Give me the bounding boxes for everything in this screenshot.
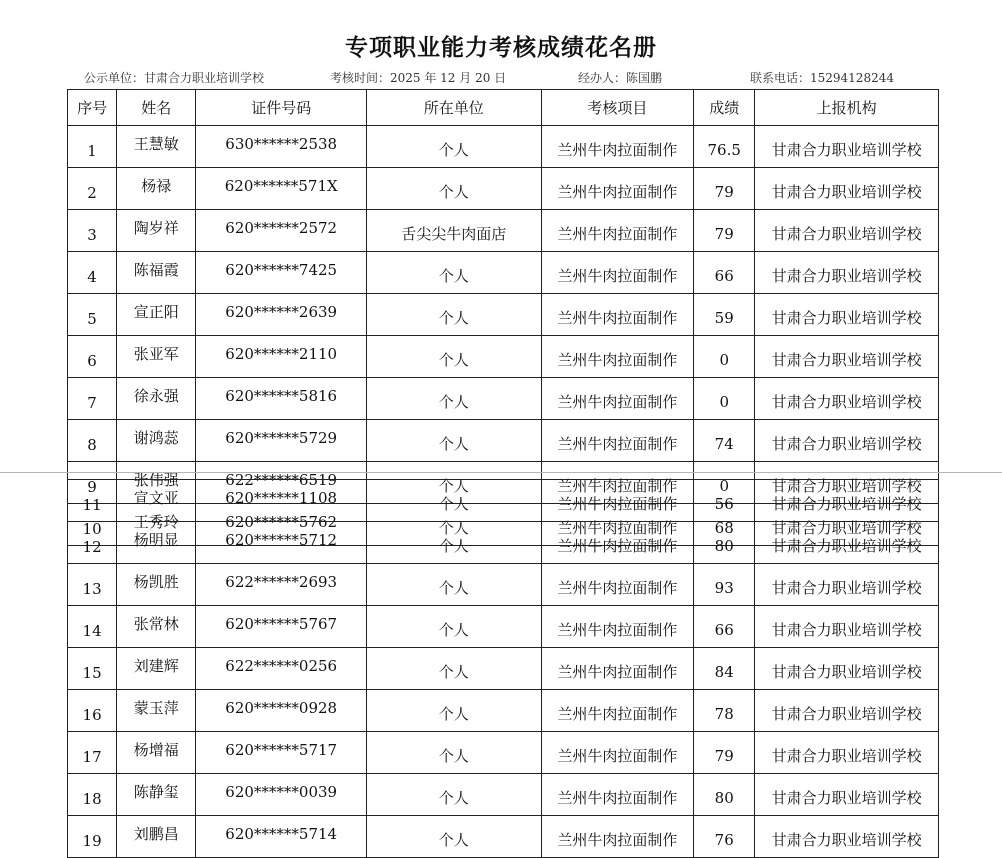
cell-score: 74 — [694, 420, 755, 462]
cell-reporting-org: 甘肃合力职业培训学校 — [755, 168, 939, 210]
cell-name: 陈福霞 — [117, 252, 196, 294]
cell-id-number: 620******5712 — [196, 522, 367, 564]
cell-score: 0 — [694, 462, 755, 504]
cell-workplace: 舌尖尖牛肉面店 — [367, 210, 542, 252]
cell-reporting-org: 甘肃合力职业培训学校 — [755, 294, 939, 336]
cell-score: 93 — [694, 564, 755, 606]
cell-id-number: 620******0928 — [196, 690, 367, 732]
cell-exam-item: 兰州牛肉拉面制作 — [541, 690, 694, 732]
cell-reporting-org: 甘肃合力职业培训学校 — [755, 816, 939, 858]
cell-exam-item: 兰州牛肉拉面制作 — [541, 504, 694, 546]
cell-name: 谢鸿蕊 — [117, 420, 196, 462]
cell-index: 13 — [68, 564, 117, 606]
cell-id-number: 620******5717 — [196, 732, 367, 774]
cell-reporting-org: 甘肃合力职业培训学校 — [755, 504, 939, 546]
cell-score: 79 — [694, 168, 755, 210]
cell-score: 0 — [694, 378, 755, 420]
cell-id-number: 622******6519 — [196, 462, 367, 504]
cell-workplace: 个人 — [367, 378, 542, 420]
cell-index: 1 — [68, 126, 117, 168]
table-row — [68, 420, 939, 462]
cell-reporting-org: 甘肃合力职业培训学校 — [755, 336, 939, 378]
header-index: 序号 — [68, 90, 117, 126]
cell-reporting-org: 甘肃合力职业培训学校 — [755, 420, 939, 462]
cell-id-number: 620******2110 — [196, 336, 367, 378]
cell-exam-item: 兰州牛肉拉面制作 — [541, 294, 694, 336]
header-id-number: 证件号码 — [196, 90, 367, 126]
cell-score: 68 — [694, 504, 755, 546]
cell-exam-item: 兰州牛肉拉面制作 — [541, 252, 694, 294]
cell-id-number: 620******5762 — [196, 504, 367, 546]
cell-name: 王秀玲 — [117, 504, 196, 546]
cell-name: 陶岁祥 — [117, 210, 196, 252]
cell-index: 6 — [68, 336, 117, 378]
cell-score: 79 — [694, 732, 755, 774]
exam-date: 考核时间：2025 年 12 月 20 日 — [330, 71, 507, 85]
cell-index: 16 — [68, 690, 117, 732]
cell-score: 80 — [694, 522, 755, 564]
cell-name: 宣正阳 — [117, 294, 196, 336]
cell-name: 王慧敏 — [117, 126, 196, 168]
table-row — [68, 774, 939, 816]
cell-id-number: 620******5816 — [196, 378, 367, 420]
cell-name: 杨禄 — [117, 168, 196, 210]
cell-score: 56 — [694, 480, 755, 522]
cell-name: 刘鹏昌 — [117, 816, 196, 858]
cell-reporting-org: 甘肃合力职业培训学校 — [755, 690, 939, 732]
cell-exam-item: 兰州牛肉拉面制作 — [541, 462, 694, 504]
cell-workplace: 个人 — [367, 774, 542, 816]
cell-score: 78 — [694, 690, 755, 732]
cell-index: 10 — [68, 504, 117, 546]
cell-reporting-org: 甘肃合力职业培训学校 — [755, 252, 939, 294]
cell-index: 11 — [68, 480, 117, 522]
header-name: 姓名 — [117, 90, 196, 126]
cell-score: 84 — [694, 648, 755, 690]
cell-exam-item: 兰州牛肉拉面制作 — [541, 420, 694, 462]
cell-reporting-org: 甘肃合力职业培训学校 — [755, 210, 939, 252]
cell-workplace: 个人 — [367, 816, 542, 858]
table-header-row — [68, 90, 939, 126]
cell-index: 19 — [68, 816, 117, 858]
cell-name: 刘建辉 — [117, 648, 196, 690]
cell-exam-item: 兰州牛肉拉面制作 — [541, 522, 694, 564]
cell-exam-item: 兰州牛肉拉面制作 — [541, 378, 694, 420]
table-row — [68, 210, 939, 252]
cell-index: 9 — [68, 462, 117, 504]
table-row — [68, 126, 939, 168]
cell-reporting-org: 甘肃合力职业培训学校 — [755, 480, 939, 522]
cell-reporting-org: 甘肃合力职业培训学校 — [755, 648, 939, 690]
cell-id-number: 620******5767 — [196, 606, 367, 648]
cell-workplace: 个人 — [367, 462, 542, 504]
cell-workplace: 个人 — [367, 126, 542, 168]
cell-score: 66 — [694, 252, 755, 294]
cell-index: 12 — [68, 522, 117, 564]
cell-exam-item: 兰州牛肉拉面制作 — [541, 816, 694, 858]
cell-name: 宣文亚 — [117, 480, 196, 522]
cell-workplace: 个人 — [367, 504, 542, 546]
cell-score: 76 — [694, 816, 755, 858]
cell-score: 80 — [694, 774, 755, 816]
cell-reporting-org: 甘肃合力职业培训学校 — [755, 462, 939, 504]
cell-reporting-org: 甘肃合力职业培训学校 — [755, 522, 939, 564]
cell-reporting-org: 甘肃合力职业培训学校 — [755, 378, 939, 420]
table-body-page-2 — [68, 480, 939, 858]
cell-id-number: 620******1108 — [196, 480, 367, 522]
page-break-divider — [0, 472, 1002, 473]
cell-exam-item: 兰州牛肉拉面制作 — [541, 564, 694, 606]
table-row — [68, 606, 939, 648]
cell-id-number: 622******2693 — [196, 564, 367, 606]
header-workplace: 所在单位 — [367, 90, 542, 126]
cell-score: 59 — [694, 294, 755, 336]
cell-name: 张常林 — [117, 606, 196, 648]
cell-name: 杨明显 — [117, 522, 196, 564]
cell-workplace: 个人 — [367, 564, 542, 606]
cell-exam-item: 兰州牛肉拉面制作 — [541, 648, 694, 690]
cell-id-number: 630******2538 — [196, 126, 367, 168]
table-row — [68, 168, 939, 210]
table-row — [68, 252, 939, 294]
document-title: 专项职业能力考核成绩花名册 — [345, 35, 657, 61]
cell-exam-item: 兰州牛肉拉面制作 — [541, 480, 694, 522]
cell-score: 0 — [694, 336, 755, 378]
table-row — [68, 690, 939, 732]
cell-workplace: 个人 — [367, 294, 542, 336]
cell-reporting-org: 甘肃合力职业培训学校 — [755, 732, 939, 774]
cell-index: 8 — [68, 420, 117, 462]
cell-exam-item: 兰州牛肉拉面制作 — [541, 732, 694, 774]
table-row — [68, 378, 939, 420]
cell-index: 4 — [68, 252, 117, 294]
cell-reporting-org: 甘肃合力职业培训学校 — [755, 774, 939, 816]
cell-workplace: 个人 — [367, 648, 542, 690]
contact-phone: 联系电话：15294128244 — [750, 71, 894, 85]
cell-workplace: 个人 — [367, 252, 542, 294]
cell-index: 3 — [68, 210, 117, 252]
cell-name: 张伟强 — [117, 462, 196, 504]
cell-index: 7 — [68, 378, 117, 420]
roster-table-page-1 — [67, 89, 939, 546]
cell-workplace: 个人 — [367, 168, 542, 210]
cell-workplace: 个人 — [367, 420, 542, 462]
cell-exam-item: 兰州牛肉拉面制作 — [541, 210, 694, 252]
cell-exam-item: 兰州牛肉拉面制作 — [541, 606, 694, 648]
cell-index: 5 — [68, 294, 117, 336]
cell-workplace: 个人 — [367, 522, 542, 564]
table-row — [68, 648, 939, 690]
cell-reporting-org: 甘肃合力职业培训学校 — [755, 564, 939, 606]
table-row — [68, 816, 939, 858]
cell-id-number: 620******5729 — [196, 420, 367, 462]
cell-workplace: 个人 — [367, 336, 542, 378]
cell-workplace: 个人 — [367, 690, 542, 732]
cell-name: 徐永强 — [117, 378, 196, 420]
cell-id-number: 620******571X — [196, 168, 367, 210]
cell-id-number: 620******0039 — [196, 774, 367, 816]
header-reporting-org: 上报机构 — [755, 90, 939, 126]
cell-exam-item: 兰州牛肉拉面制作 — [541, 168, 694, 210]
table-row — [68, 480, 939, 522]
cell-score: 66 — [694, 606, 755, 648]
cell-score: 76.5 — [694, 126, 755, 168]
cell-reporting-org: 甘肃合力职业培训学校 — [755, 126, 939, 168]
publishing-unit: 公示单位：甘肃合力职业培训学校 — [84, 71, 265, 85]
cell-index: 14 — [68, 606, 117, 648]
cell-id-number: 620******7425 — [196, 252, 367, 294]
table-row — [68, 294, 939, 336]
cell-exam-item: 兰州牛肉拉面制作 — [541, 126, 694, 168]
table-row — [68, 732, 939, 774]
cell-score: 79 — [694, 210, 755, 252]
table-row — [68, 336, 939, 378]
cell-workplace: 个人 — [367, 732, 542, 774]
cell-name: 张亚军 — [117, 336, 196, 378]
cell-id-number: 620******2639 — [196, 294, 367, 336]
cell-id-number: 620******2572 — [196, 210, 367, 252]
cell-name: 陈静玺 — [117, 774, 196, 816]
cell-name: 杨凯胜 — [117, 564, 196, 606]
cell-name: 蒙玉萍 — [117, 690, 196, 732]
cell-index: 18 — [68, 774, 117, 816]
cell-reporting-org: 甘肃合力职业培训学校 — [755, 606, 939, 648]
cell-index: 17 — [68, 732, 117, 774]
table-row — [68, 564, 939, 606]
header-exam-item: 考核项目 — [541, 90, 694, 126]
cell-index: 15 — [68, 648, 117, 690]
header-score: 成绩 — [694, 90, 755, 126]
cell-exam-item: 兰州牛肉拉面制作 — [541, 774, 694, 816]
cell-workplace: 个人 — [367, 606, 542, 648]
cell-name: 杨增福 — [117, 732, 196, 774]
cell-id-number: 620******5714 — [196, 816, 367, 858]
handler-name: 经办人：陈国鹏 — [578, 71, 663, 85]
cell-id-number: 622******0256 — [196, 648, 367, 690]
cell-exam-item: 兰州牛肉拉面制作 — [541, 336, 694, 378]
cell-workplace: 个人 — [367, 480, 542, 522]
cell-index: 2 — [68, 168, 117, 210]
table-row — [68, 522, 939, 564]
roster-table-page-2 — [67, 479, 939, 858]
